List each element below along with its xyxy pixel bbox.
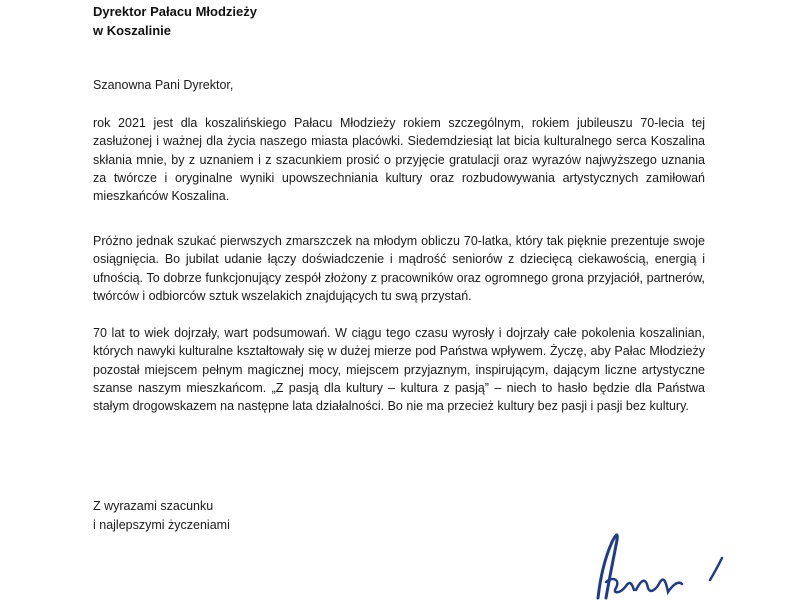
signature-stroke-tail (636, 580, 682, 592)
recipient-line-1: Dyrektor Pałacu Młodzieży (93, 4, 257, 19)
paragraph-2: Próżno jednak szukać pierwszych zmarszczek na młodym obliczu 70-latka, który tak pięknie prezentuje swoje osiągnięcia. Bo jubilat udanie łączy doświadczenie i mądrość seniorów z dziecięcą ciekawością, energią i ufnością. To dobrze funkcjonujący zespół złożony z pracowników oraz ogromnego grona przyjaciół, partnerów, twórców i odbiorców sztuk wszelakich znajdujących tu swą przystań. (93, 234, 705, 303)
closing-line-2: i najlepszymi życzeniami (93, 518, 230, 532)
closing-block (93, 497, 230, 535)
paragraph-1: rok 2021 jest dla koszalińskiego Pałacu Młodzieży rokiem szczególnym, rokiem jubileuszu 70-lecia tej zasłużonej i ważnej dla życia naszego miasta placówki. Siedemdziesiąt lat bicia kulturalnego serca Koszalina skłania mnie, by z uznaniem i z szacunkiem prosić o przyjęcie gratulacji oraz wyrazów najwyższego uznania za twórcze i oryginalne wyniki upowszechniania kultury oraz rozbudowywania artystycznych zamiłowań mieszkańców Koszalina. (93, 116, 705, 204)
handwritten-signature (570, 520, 770, 600)
paragraph-3: 70 lat to wiek dojrzały, wart podsumowań. W ciągu tego czasu wyrosły i dojrzały całe pokolenia koszalinian, których nawyki kulturalne kształtowały się w dużej mierze pod Państwa wpływem. Życzę, aby Pałac Młodzieży pozostał miejscem pełnym magicznej mocy, miejscem przyjaznym, inspirującym, dającym liczne artystyczne szanse naszym mieszkańcom. „Z pasją dla kultury – kultura z pasją” – niech to hasło będzie dla Państwa stałym drogowskazem na następne lata działalności. Bo nie ma przecież kultury bez pasji i pasji bez kultury. (93, 326, 705, 414)
closing-line-1: Z wyrazami szacunku (93, 499, 214, 513)
salutation: Szanowna Pani Dyrektor, (93, 78, 234, 92)
signature-stroke-accent (710, 558, 722, 580)
recipient-block (93, 2, 257, 40)
recipient-line-2: w Koszalinie (93, 23, 172, 38)
